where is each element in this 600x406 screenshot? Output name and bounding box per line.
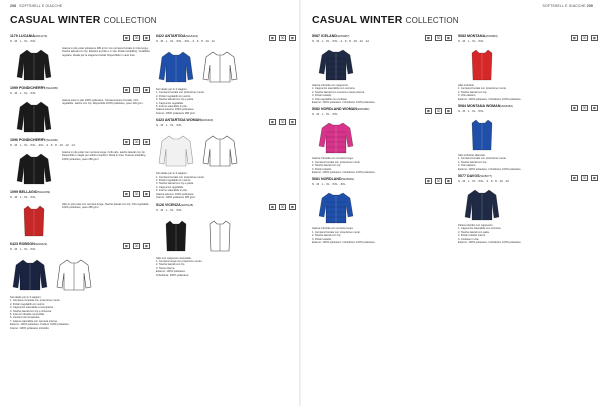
care-icon: ⊠ — [591, 105, 598, 111]
care-icon: ⊠ — [571, 35, 578, 41]
product-technical-drawing — [200, 47, 240, 87]
feature-line: 2. Polsini regolabili con velcro. — [156, 94, 191, 98]
product-name — [156, 203, 193, 207]
product-features — [156, 88, 296, 115]
running-header-left — [10, 4, 62, 8]
feature-line: 2. Tasche laterali con zip. — [156, 263, 186, 267]
care-icon: 30 — [436, 179, 441, 184]
care-symbols — [425, 178, 452, 184]
product-header — [156, 203, 296, 215]
product-model: DAVOS — [467, 174, 480, 179]
product-code: 1099 — [10, 190, 19, 194]
feature-line: 1. Cerniera frontale con protezione mento. — [458, 157, 507, 161]
section-title-right — [312, 14, 459, 26]
product-sizes: S · M · L · XL · XXL · 3XL · 4 · 6 · 8 · 10 · 12 — [156, 39, 215, 43]
product-card — [312, 177, 452, 244]
feature-line: 1. Cappuccio staccabile con cerniera. — [458, 227, 502, 231]
product-code: 5084 — [458, 104, 467, 109]
product-photo — [458, 117, 506, 153]
product-name — [312, 107, 369, 111]
product-features — [458, 84, 598, 101]
product-title-block — [10, 242, 47, 251]
feature-line: 5. Interno staccabile in pile. — [156, 189, 188, 193]
right-page — [308, 0, 600, 406]
feature-line: Interno: 100% poliestere 280 g/m². — [156, 196, 196, 200]
product-technical-drawing — [54, 255, 94, 295]
product-title-block — [156, 34, 215, 43]
feature-line: 4. Cappuccio regolabile. — [156, 185, 184, 189]
product-model: LUCANIA — [18, 34, 35, 38]
product-card — [458, 104, 598, 171]
product-code: 6423 — [156, 118, 165, 123]
feature-line: Interno: 100% poliestere 280 g/m². — [156, 111, 196, 115]
feature-line: 2. Tasche laterali con zip. — [312, 234, 342, 238]
product-sizes: S · M · L · XL · XXL · 4 · 6 · 8 · 10 · 12 — [458, 179, 509, 184]
product-ref: (WA5082) — [356, 107, 370, 112]
product-name — [10, 138, 75, 142]
product-code: 5087 — [312, 34, 321, 38]
product-model: NORDLAND WOMAN — [321, 107, 357, 112]
product-title-block — [10, 138, 75, 147]
feature-line: 3. Polsini elastici interni. — [458, 234, 486, 238]
product-photo — [312, 190, 360, 226]
product-model: PONDICHERRY — [19, 138, 46, 142]
feature-line: 1. Cerniera frontale con protezione mento. — [458, 87, 507, 91]
feature-line: 3. Orlo elastico. — [458, 94, 477, 98]
feature-line: 5. Interno imbottito removibile. — [10, 313, 45, 317]
care-icon: 30 — [582, 176, 587, 181]
left-page — [6, 0, 298, 406]
product-code: 1179 — [10, 34, 19, 38]
product-photo — [458, 47, 506, 83]
feature-line: 1. Cappuccio staccabile con cerniera. — [312, 87, 356, 91]
feature-line: 2. Tasche laterali con zip. — [312, 164, 342, 168]
care-icon: ⊠ — [143, 35, 150, 41]
product-photo — [10, 255, 50, 295]
feature-line: 3. Polsini elastici. — [312, 167, 332, 171]
product-ref: (WA5077) — [479, 174, 493, 179]
product-ref: (WA6422) — [185, 34, 199, 38]
product-code: 5128 — [156, 202, 165, 207]
product-features — [10, 296, 150, 330]
product-images — [156, 216, 296, 256]
product-model: MONTANA WOMAN — [467, 104, 501, 109]
product-header — [458, 34, 598, 46]
product-sizes: S · M · L · XL · XXL — [10, 91, 36, 95]
product-card — [10, 138, 150, 187]
product-features — [156, 257, 296, 277]
product-images — [156, 47, 296, 87]
product-body — [458, 117, 598, 153]
care-icon: ⊠ — [445, 35, 452, 41]
product-header — [10, 86, 150, 98]
care-icon: 30 — [134, 140, 139, 144]
feature-line: Esterno: 100% poliestere. Imbottitura: 100% poliestere. — [458, 97, 522, 101]
section-title-left — [10, 14, 157, 26]
product-features — [312, 84, 452, 104]
care-symbols — [571, 175, 598, 181]
feature-line: 3. Orlo elastico. — [458, 164, 477, 168]
product-model: ROBSON — [19, 242, 35, 246]
product-images — [156, 131, 296, 171]
product-title-block — [458, 34, 498, 43]
product-header — [312, 107, 452, 119]
product-title-block — [312, 34, 369, 43]
care-icon: 30 — [134, 36, 139, 40]
care-icon: ⊠ — [591, 35, 598, 41]
feature-line: Interno: 100% poliestere imbottito. — [10, 326, 50, 330]
feature-line: 3. Polsini elastici. — [312, 237, 332, 241]
product-photo — [10, 47, 58, 83]
feature-line: 4. Orlo regolabile con coulisse. — [312, 97, 348, 101]
product-title-block — [156, 118, 213, 127]
product-header — [10, 242, 150, 254]
feature-line: Set ideale per le 3 stagioni. — [10, 296, 42, 299]
left-column-1 — [10, 34, 150, 333]
product-ref: (WA5084) — [500, 104, 513, 109]
section-name-left: SOFTSHELL E GIACCHE — [19, 4, 63, 8]
product-card — [156, 118, 296, 199]
care-icon: ⊠ — [123, 87, 130, 93]
feature-line: 1. Cerniera completa con protezione mento. — [10, 299, 61, 303]
feature-line: Imbottitura: 100% poliestere. — [156, 273, 190, 277]
product-sizes: S · M · L · XL · XXL — [10, 39, 36, 43]
product-card — [458, 34, 598, 101]
product-body — [10, 203, 150, 239]
feature-line: Gilet con cappuccio staccabile. — [156, 256, 192, 260]
care-icon: ⊠ — [289, 119, 296, 125]
product-photo — [156, 47, 196, 87]
feature-line: 2. Tasche laterali con cerniera e tasca interna. — [312, 90, 365, 94]
care-symbols — [425, 108, 452, 114]
care-icon: 30 — [134, 88, 139, 92]
section-title-light: COLLECTION — [103, 16, 157, 25]
feature-line: 4. Tasche laterali con zip e chiusura. — [10, 309, 52, 313]
product-sizes: S · M · L · XL · XXL — [458, 39, 484, 43]
care-icon: 30 — [436, 36, 441, 40]
section-title-light: COLLECTION — [405, 16, 459, 25]
product-photo — [10, 151, 58, 187]
product-ref: (WA6423) — [200, 118, 214, 123]
right-column-2 — [458, 34, 598, 248]
product-body — [458, 187, 598, 223]
feature-line: 1. Cerniera frontale con protezione mento. — [156, 175, 205, 179]
feature-line: Giacca imbottita con cerniera lunga. — [312, 157, 354, 161]
product-model: ANTARTIDA — [164, 34, 186, 38]
product-header — [458, 104, 598, 116]
product-name — [10, 86, 58, 90]
product-description: Giacca polar in pile 100% poliestere. Cerniera lampo frontale. Orlo regolabile, tasche con zip. Disponibile 100% poliestere, peso 320 g/m². — [62, 99, 144, 106]
care-icon: ⊠ — [143, 191, 150, 197]
product-sizes: S · M · L · XL · XXL — [156, 207, 182, 212]
product-name — [458, 34, 498, 38]
product-photo — [458, 187, 506, 223]
product-card — [10, 86, 150, 135]
section-title-bold: CASUAL WINTER — [312, 14, 403, 26]
product-card — [10, 34, 150, 83]
product-features — [312, 157, 452, 174]
care-symbols — [269, 119, 296, 125]
product-header — [10, 190, 150, 202]
care-symbols — [269, 35, 296, 41]
product-code: 1096 — [10, 138, 19, 142]
care-icon: ⊠ — [289, 35, 296, 41]
product-sizes: S · M · L · XL · XXL — [10, 247, 36, 251]
product-card — [10, 242, 150, 330]
feature-line: 4. Coulisse in vita. — [458, 237, 480, 241]
care-icon: 30 — [436, 109, 441, 114]
product-body — [312, 120, 452, 156]
product-title-block — [312, 177, 354, 186]
product-body — [312, 47, 452, 83]
care-icon: 30 — [134, 192, 139, 196]
product-ref: (WA5128) — [180, 202, 194, 207]
product-header — [10, 138, 150, 150]
product-card — [156, 34, 296, 115]
product-header — [10, 34, 150, 46]
product-code: 6422 — [156, 34, 165, 38]
care-symbols — [425, 35, 452, 41]
product-images — [10, 255, 150, 295]
care-icon: 30 — [582, 36, 587, 40]
product-photo — [10, 99, 58, 135]
product-description: Giacca in pile polar con cerniera lunga. Collo alto, tasche laterali con zip. Disponibile in taglie per adulti e bambini. Bordi in tinta. Tessuto antipilling 100% poliestere, peso 280 g/m². — [62, 151, 146, 161]
product-photo — [156, 216, 196, 256]
feature-line: 4. Cappuccio regolabile. — [156, 101, 184, 105]
care-icon: ⊠ — [425, 35, 432, 41]
product-features — [458, 224, 598, 244]
care-icon: 30 — [280, 36, 285, 40]
product-ref: (WA6423) — [34, 242, 48, 246]
care-icon: ⊠ — [289, 204, 296, 210]
care-icon: ⊠ — [425, 108, 432, 114]
page-number-left: 208 — [10, 4, 17, 8]
feature-line: 1. Cerniera lunga con protezione mento. — [156, 259, 203, 263]
care-icon: ⊠ — [123, 191, 130, 197]
care-icon: ⊠ — [445, 178, 452, 184]
product-photo — [312, 47, 360, 83]
product-description: Gilet in pile polar con cerniera lunga. Tasche laterali con zip. Orlo regolabile. 100% poliestere, peso 280 g/m². — [62, 203, 150, 210]
feature-line: 3. Tasche laterali con zip e patta. — [156, 98, 194, 102]
product-name — [312, 177, 354, 181]
product-sizes: S · M · L · XL · XXL — [312, 112, 338, 117]
care-icon: ⊠ — [123, 243, 130, 249]
product-photo — [312, 120, 360, 156]
feature-line: Giacca imbottita con cappuccio. — [312, 84, 349, 87]
product-ref: (WA5087) — [336, 34, 350, 38]
feature-line: Esterno: 100% poliestere. Imbottitura: 100% poliestere. — [312, 101, 376, 105]
section-name-right: SOFTSHELL E GIACCHE — [542, 4, 586, 8]
product-sizes: S · M · L · XL · XXL · 3XL · 4 · 6 · 8 · 10 · 12 · 14 — [10, 143, 75, 147]
product-header — [312, 177, 452, 189]
care-symbols — [123, 139, 150, 145]
feature-line: Parka imbottito con cappuccio. — [458, 224, 494, 228]
care-icon: ⊠ — [123, 139, 130, 145]
product-features — [458, 154, 598, 171]
product-features — [312, 227, 452, 244]
product-ref: (WA5083) — [485, 34, 498, 38]
product-header — [156, 118, 296, 130]
product-code: 5083 — [458, 34, 467, 38]
product-title-block — [458, 174, 509, 183]
product-code: 6423 — [10, 242, 19, 246]
product-sizes: S · M · L · XL · XXL — [156, 123, 182, 128]
product-sizes: S · M · L · XL · XXL · 4 · 6 · 8 · 10 · 12 · 14 — [312, 39, 369, 43]
product-ref: (WA1095) — [45, 86, 58, 90]
feature-line: 7. Giacca staccabile con cerniera interna. — [10, 319, 58, 323]
product-header — [312, 34, 452, 46]
feature-line: Esterno: 100% poliestere. Imbottitura: 100% poliestere. — [458, 241, 522, 245]
care-symbols — [571, 35, 598, 41]
product-model: NORDLAND — [321, 177, 342, 182]
feature-line: 2. Polsini regolabili con velcro. — [156, 179, 191, 183]
feature-line: Giacca esterna: 100% poliestere. — [156, 108, 195, 112]
care-icon: ⊠ — [571, 105, 578, 111]
product-body — [312, 190, 452, 226]
feature-line: 2. Polsini regolabili con velcro. — [10, 302, 45, 306]
product-body — [10, 47, 150, 83]
feature-line: 2. Tasche laterali con zip. — [458, 90, 488, 94]
product-model: PONDICHERRY — [19, 86, 46, 90]
feature-line: Gilet imbottito sfiancato. — [458, 154, 486, 158]
care-icon: 30 — [134, 244, 139, 248]
product-code: 1099 — [10, 86, 19, 90]
care-icon: 30 — [280, 120, 285, 125]
product-title-block — [312, 107, 369, 116]
product-card — [458, 174, 598, 244]
product-name — [156, 118, 213, 122]
product-model: MONTANA — [467, 34, 486, 38]
product-header — [458, 174, 598, 186]
feature-line: 1. Cerniera frontale con protezione mento. — [156, 91, 205, 95]
page-gutter — [299, 0, 301, 406]
product-description: Giacca in pile polar poliestere 280 gr/m² con cerniera frontale in tinta lunga. Tasche laterali con zip. Elastico ai polsi e in vita. Polsini antipilling. Vestibilità regolare. Ideale per la stagione fredda. Disponibile in varie tinte. — [62, 47, 150, 57]
product-name — [10, 242, 47, 246]
care-icon: ⊠ — [143, 139, 150, 145]
care-icon: ⊠ — [269, 35, 276, 41]
product-ref: (WA1179) — [34, 34, 48, 38]
page-number-right: 209 — [586, 4, 593, 8]
care-icon: 30 — [582, 106, 587, 111]
feature-line: 1. Cerniera frontale con protezione mento. — [312, 230, 361, 234]
feature-line: 6. Cuciture termonastrate. — [10, 316, 40, 320]
product-title-block — [10, 34, 47, 43]
feature-line: Giacca imbottita con cerniera lunga. — [312, 227, 354, 231]
product-technical-drawing — [200, 131, 240, 171]
care-symbols — [123, 35, 150, 41]
product-sizes: S · M · L · XL · XXL · 3XL — [312, 182, 346, 187]
product-name — [156, 34, 215, 38]
care-symbols — [269, 204, 296, 210]
care-icon: ⊠ — [269, 204, 276, 210]
care-icon: ⊠ — [269, 119, 276, 125]
product-model: ANTARTIDA WOMAN — [164, 118, 201, 123]
care-icon: ⊠ — [143, 87, 150, 93]
product-features — [156, 172, 296, 199]
product-name — [10, 34, 47, 38]
product-code: 5082 — [312, 107, 321, 112]
product-name — [312, 34, 369, 38]
care-symbols — [123, 243, 150, 249]
feature-line: Set ideale per le 3 stagioni. — [156, 88, 188, 91]
product-name — [458, 104, 513, 108]
product-title-block — [156, 203, 193, 212]
product-body — [10, 151, 150, 187]
feature-line: Esterno: 100% poliestere. Imbottitura: 100% poliestere. — [312, 171, 376, 175]
feature-line: 5. Interno staccabile in pile. — [156, 105, 188, 109]
product-title-block — [10, 190, 50, 199]
care-symbols — [571, 105, 598, 111]
product-ref: (WA5081) — [341, 177, 355, 182]
care-icon: ⊠ — [445, 108, 452, 114]
care-icon: ⊠ — [571, 175, 578, 181]
product-photo — [10, 203, 58, 239]
feature-line: Esterno: 100% poliestere. Imbottitura: 100% poliestere. — [458, 167, 522, 171]
product-header — [156, 34, 296, 46]
feature-line: Esterno: 100% poliestere. Imbottitura: 100% poliestere. — [312, 241, 376, 245]
feature-line: Set ideale per le 3 stagioni. — [156, 172, 188, 176]
feature-line: 2. Tasche laterali con zip. — [458, 160, 488, 164]
product-body — [458, 47, 598, 83]
feature-line: 3. Tasca interna. — [156, 266, 175, 270]
product-sizes: S · M · L · XL · XXL — [458, 109, 484, 114]
product-code: 5077 — [458, 174, 467, 179]
feature-line: 1. Cerniera frontale con protezione mento. — [312, 160, 361, 164]
care-icon: ⊠ — [143, 243, 150, 249]
product-card — [312, 107, 452, 174]
product-title-block — [458, 104, 513, 113]
care-icon: ⊠ — [123, 35, 130, 41]
product-model: BELLAGIO — [19, 190, 38, 194]
running-header-right — [543, 4, 596, 8]
product-ref: (WA1096) — [45, 138, 58, 142]
care-icon: ⊠ — [425, 178, 432, 184]
product-name — [458, 174, 509, 178]
feature-line: Esterno: 100% poliestere. Fodera: 100% poliestere. — [10, 323, 70, 327]
care-icon: ⊠ — [591, 175, 598, 181]
feature-line: Esterno: 100% poliestere. — [156, 270, 186, 274]
product-sizes: S · M · L · XL · XXL — [10, 195, 36, 199]
product-body — [10, 99, 150, 135]
product-card — [312, 34, 452, 104]
product-model: ICELAND — [321, 34, 337, 38]
care-icon: 30 — [280, 204, 285, 209]
right-column-1 — [312, 34, 452, 248]
feature-line: Gilet imbottito. — [458, 84, 475, 87]
product-technical-drawing — [200, 216, 240, 256]
feature-line: 3. Cappuccio staccabile a scomparsa. — [10, 306, 54, 310]
feature-line: Giacca esterna: 100% poliestere. — [156, 192, 195, 196]
care-symbols — [123, 87, 150, 93]
feature-line: 3. Polsini elastici. — [312, 94, 332, 98]
product-card — [10, 190, 150, 239]
product-ref: (WA1099) — [37, 190, 51, 194]
section-title-bold: CASUAL WINTER — [10, 14, 101, 26]
feature-line: 3. Tasche laterali con zip e patta. — [156, 182, 194, 186]
care-symbols — [123, 191, 150, 197]
left-column-2 — [156, 34, 296, 280]
product-name — [10, 190, 50, 194]
product-photo — [156, 131, 196, 171]
product-title-block — [10, 86, 58, 95]
product-model: VICENZA — [165, 202, 181, 207]
product-code: 5081 — [312, 177, 321, 182]
product-card — [156, 203, 296, 277]
feature-line: 2. Tasche laterali con patta. — [458, 230, 490, 234]
